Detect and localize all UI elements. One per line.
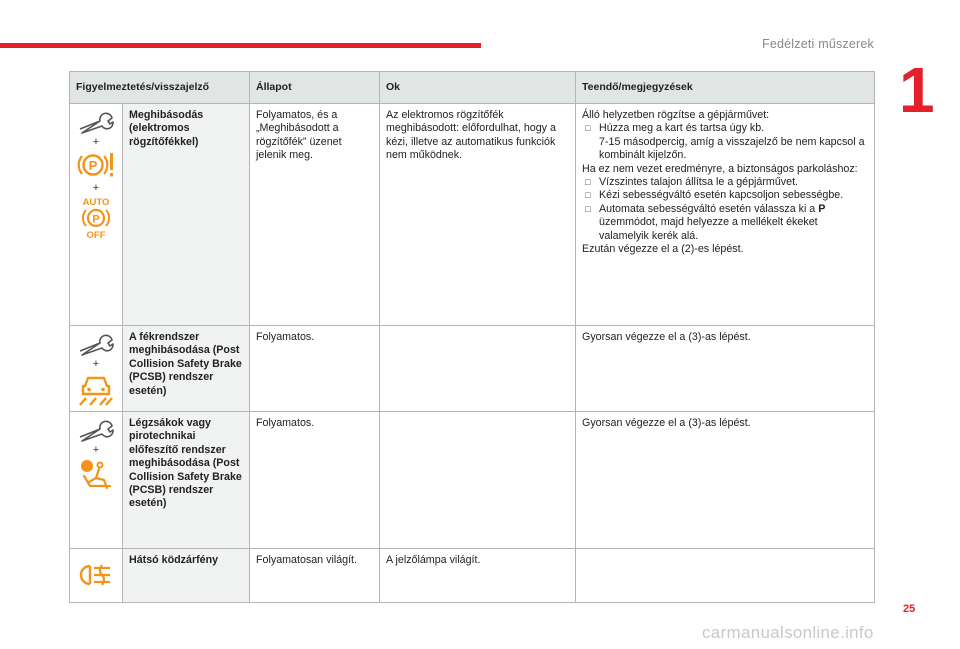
plus-sign: + [92, 444, 100, 456]
top-accent-bar [0, 43, 481, 48]
table-row [70, 412, 875, 549]
row-icons [70, 326, 123, 412]
parking-brake-fault-icon [76, 150, 116, 180]
svg-text:P: P [88, 158, 98, 173]
wrench-icon [76, 112, 116, 134]
table-header-row [70, 72, 875, 104]
action-middle: Ha ez nem vezet eredményre, a biztonságos parkoláshoz: [582, 162, 858, 175]
action-bullet [582, 203, 869, 216]
state-cell: Folyamatos, és a „Meghibásodott a rögzítőfék” üzenet jelenik meg. [250, 104, 380, 326]
column-header-cause: Ok [380, 72, 576, 104]
table-row [70, 549, 875, 603]
action-bullet: □ Vízszintes talajon állítsa le a gépjárművet. [582, 176, 869, 189]
plus-sign: + [92, 136, 100, 148]
column-header-warning: Figyelmeztetés/visszajelző [70, 72, 250, 104]
svg-text:P: P [92, 213, 100, 226]
table-row [70, 104, 875, 326]
warning-name: Hátsó ködzárfény [123, 549, 250, 603]
plus-sign: + [92, 358, 100, 370]
action-cell: Gyorsan végezze el a (3)-as lépést. [576, 326, 875, 412]
action-continuation: 7-15 másodpercig, amíg a visszajelző be nem kapcsol a kombinált kijelzőn. [599, 135, 865, 162]
plus-sign: + [92, 182, 100, 194]
action-outro: Ezután végezze el a (2)-es lépést. [582, 243, 744, 256]
wrench-icon [76, 420, 116, 442]
auto-label: AUTO [82, 197, 110, 208]
cause-cell: A jelzőlámpa világít. [380, 549, 576, 603]
action-cell: Gyorsan végezze el a (3)-as lépést. [576, 412, 875, 549]
watermark: carmanualsonline.info [702, 623, 874, 642]
state-cell: Folyamatosan világít. [250, 549, 380, 603]
off-label: OFF [86, 230, 106, 240]
column-header-action: Teendő/megjegyzések [576, 72, 875, 104]
warning-lights-table [69, 71, 875, 603]
cause-cell [380, 326, 576, 412]
action-bullet: □ Kézi sebességváltó esetén kapcsoljon sebességbe. [582, 189, 869, 202]
table-row [70, 326, 875, 412]
warning-name: Meghibásodás (elektromos rögzítőfékkel) [123, 104, 250, 326]
chapter-number: 1 [899, 54, 935, 126]
row-icons [70, 412, 123, 549]
action-text: Automata sebességváltó esetén válassza ki a [599, 202, 819, 215]
cause-cell: Az elektromos rögzítőfék meghibásodott: előfordulhat, hogy a kézi, illetve az automatikus funkciók nem működnek. [380, 104, 576, 326]
auto-parking-brake-off-icon [76, 196, 116, 240]
row-icons [70, 104, 123, 326]
cause-cell [380, 412, 576, 549]
wrench-icon [76, 334, 116, 356]
rear-fog-light-icon [76, 563, 116, 587]
action-bullet: □ Húzza meg a kart és tartsa úgy kb. [582, 122, 869, 135]
column-header-state: Állapot [250, 72, 380, 104]
warning-name: Légzsákok vagy pirotechnikai előfeszítő rendszer meghibásodása (Post Collision Safety Brake (PCSB) rendszer esetén) [123, 412, 250, 549]
gear-p-label: P [818, 202, 826, 215]
action-cell [576, 104, 875, 326]
warning-name: A fékrendszer meghibásodása (Post Collision Safety Brake (PCSB) rendszer esetén) [123, 326, 250, 412]
action-cell [576, 549, 875, 603]
pcsb-fault-icon [76, 372, 116, 408]
action-continuation: üzemmódot, majd helyezze a mellékelt ékeket valamelyik kerék alá. [599, 216, 818, 242]
section-title: Fedélzeti műszerek [762, 37, 874, 51]
airbag-icon [76, 458, 116, 490]
action-intro: Álló helyzetben rögzítse a gépjárművet: [582, 109, 770, 121]
row-icons [70, 549, 123, 603]
state-cell: Folyamatos. [250, 412, 380, 549]
state-cell: Folyamatos. [250, 326, 380, 412]
page-number: 25 [903, 603, 916, 615]
